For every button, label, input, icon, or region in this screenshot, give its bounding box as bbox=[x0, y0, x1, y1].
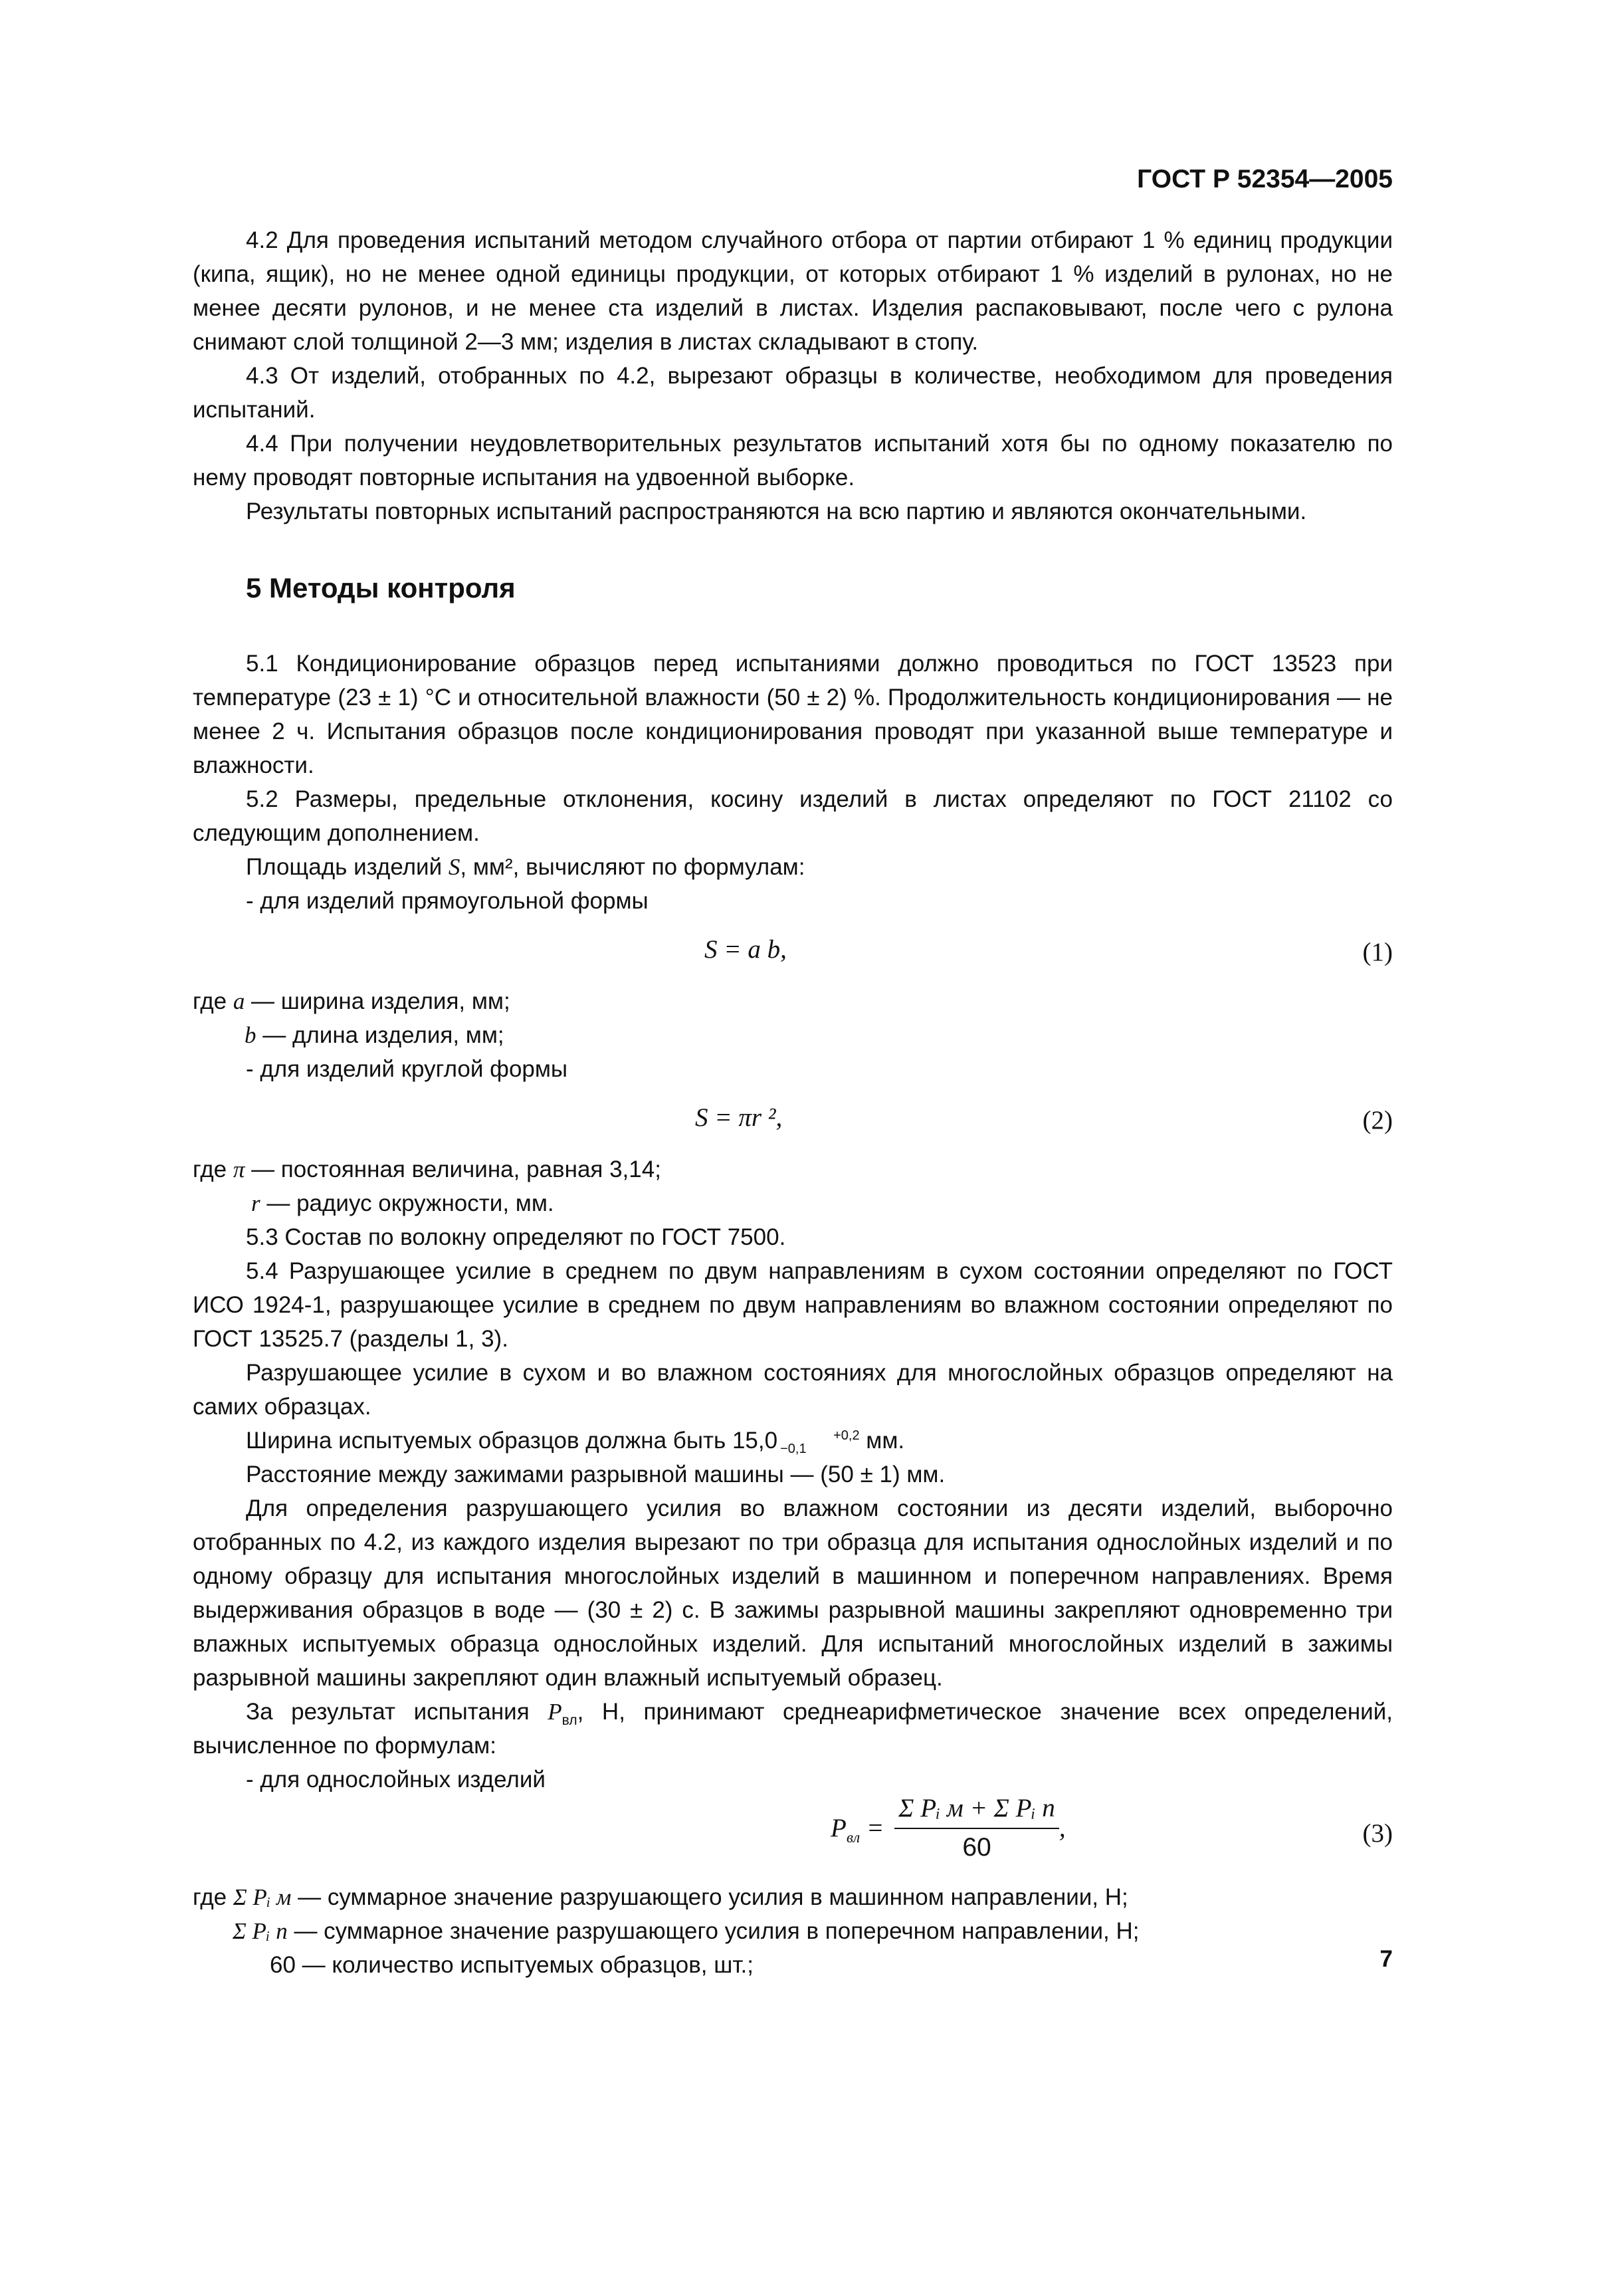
where-r bbox=[193, 1186, 1393, 1220]
formula-3-denominator: 60 bbox=[962, 1833, 991, 1862]
variable-r: r bbox=[251, 1190, 260, 1216]
circular-label: - для изделий круглой формы bbox=[246, 1056, 568, 1082]
result-intro bbox=[193, 1695, 1393, 1763]
sample-width-unit: мм. bbox=[859, 1428, 905, 1454]
paragraph-5-1: 5.1 Кондиционирование образцов перед испытаниями должно проводиться по ГОСТ 13523 при температуре (23 ± 1) °С и относительной влажности (50 ± 2) %. Продолжительность кондиционирования — не менее 2 ч. Испытания образцов после кондиционирования проводят при указанной выше температуре и влажности. bbox=[193, 651, 1393, 778]
area-intro-tail: , мм², вычисляют по формулам: bbox=[460, 854, 805, 880]
result-intro-text: За результат испытания bbox=[246, 1699, 548, 1725]
formula-3-lhs bbox=[831, 1811, 884, 1845]
formula-2-number: (2) bbox=[1362, 1106, 1393, 1135]
formula-3-numerator: Σ Pᵢ м + Σ Pᵢ п bbox=[894, 1791, 1059, 1829]
formula-2-expression: S = πr ², bbox=[695, 1103, 783, 1132]
where-prefix: где bbox=[193, 1156, 233, 1182]
where-prefix: где bbox=[193, 988, 233, 1014]
where-pi bbox=[193, 1152, 1393, 1186]
section-5-heading: 5 Методы контроля bbox=[246, 572, 516, 603]
formula-2 bbox=[193, 1086, 1393, 1152]
where-sum-p bbox=[193, 1914, 1393, 1948]
formula-1-expression: S = a b, bbox=[704, 935, 787, 964]
paragraph-4-2: 4.2 Для проведения испытаний методом случайного отбора от партии отбирают 1 % единиц продукции (кипа, ящик), но не менее одной единицы продукции, от которых отбирают 1 % изделий в рулонах, но не менее десяти рулонов, и не менее ста изделий в листах. Изделия распаковывают, после чего с рулона снимают слой толщиной 2—3 мм; изделия в листах складывают в стопу. bbox=[193, 227, 1393, 355]
formula-3-lhs-sub: вл bbox=[846, 1828, 861, 1846]
variable-sum-p: Σ Pᵢ п bbox=[233, 1918, 288, 1944]
width-tolerance bbox=[780, 1429, 859, 1456]
paragraph-4-4: 4.4 При получении неудовлетворительных результатов испытаний хотя бы по одному показателю по нему проводят повторные испытания на удвоенной выборке. bbox=[193, 431, 1393, 490]
formula-3-equals: = bbox=[860, 1813, 884, 1842]
sample-width bbox=[193, 1424, 1393, 1458]
where-pi-text: — постоянная величина, равная 3,14; bbox=[245, 1156, 661, 1182]
page-number: 7 bbox=[1379, 1946, 1393, 1972]
formula-3-fraction bbox=[894, 1791, 1059, 1864]
paragraph-5-3: 5.3 Состав по волокну определяют по ГОСТ 7500. bbox=[246, 1224, 786, 1250]
variable-p-subscript: вл bbox=[561, 1713, 577, 1728]
variable-a: a bbox=[233, 988, 245, 1014]
where-sum-m bbox=[193, 1880, 1393, 1914]
rectangular-label: - для изделий прямоугольной формы bbox=[246, 888, 649, 914]
sample-width-text: Ширина испытуемых образцов должна быть 15,0 bbox=[246, 1428, 778, 1454]
where-sum-m-text: — суммарное значение разрушающего усилия в машинном направлении, Н; bbox=[291, 1884, 1128, 1910]
area-variable: S bbox=[448, 854, 460, 880]
paragraph-4-3: 4.3 От изделий, отобранных по 4.2, вырезают образцы в количестве, необходимом для проведения испытаний. bbox=[193, 363, 1393, 423]
variable-b: b bbox=[245, 1022, 256, 1048]
page-body bbox=[193, 223, 1393, 1982]
area-intro-text: Площадь изделий bbox=[246, 854, 449, 880]
document-code: ГОСТ Р 52354—2005 bbox=[1137, 165, 1393, 193]
result-intro-tail: , Н, принимают среднеарифметическое значение всех определений, вычисленное по формулам: bbox=[193, 1699, 1393, 1759]
variable-sum-m: Σ Pᵢ м bbox=[233, 1884, 292, 1910]
formula-1-number: (1) bbox=[1362, 938, 1393, 966]
where-r-text: — радиус окружности, мм. bbox=[260, 1190, 554, 1216]
where-60-text: — количество испытуемых образцов, шт.; bbox=[295, 1952, 754, 1978]
where-a bbox=[193, 984, 1393, 1018]
value-60: 60 bbox=[270, 1952, 296, 1978]
paragraph-5-4-multilayer: Разрушающее усилие в сухом и во влажном состояниях для многослойных образцов определяют на самих образцах. bbox=[193, 1360, 1393, 1420]
tolerance-plus: +0,2 bbox=[833, 1428, 860, 1443]
tolerance-minus: −0,1 bbox=[780, 1441, 807, 1456]
variable-pi: π bbox=[233, 1156, 245, 1182]
single-layer-label: - для однослойных изделий bbox=[246, 1767, 546, 1793]
formula-3 bbox=[193, 1796, 1393, 1880]
area-intro bbox=[193, 850, 1393, 884]
where-sum-p-text: — суммарное значение разрушающего усилия в поперечном направлении, Н; bbox=[287, 1918, 1140, 1944]
paragraph-wet-testing: Для определения разрушающего усилия во влажном состоянии из десяти изделий, выборочно отобранных по 4.2, из каждого изделия вырезают по три образца для испытания однослойных изделий и по одному образцу для испытания многослойных изделий в машинном и поперечном направлениях. Время выдерживания образцов в воде — (30 ± 2) с. В зажимы разрывной машины закрепляют одновременно три влажных испытуемых образца однослойных изделий. Для испытаний многослойных изделий в зажимы разрывной машины закрепляют один влажный испытуемый образец. bbox=[193, 1495, 1393, 1691]
paragraph-4-4-result: Результаты повторных испытаний распространяются на всю партию и являются окончательными. bbox=[246, 498, 1307, 524]
paragraph-5-2: 5.2 Размеры, предельные отклонения, косину изделий в листах определяют по ГОСТ 21102 со следующим дополнением. bbox=[193, 786, 1393, 846]
where-prefix: где bbox=[193, 1884, 233, 1910]
where-b bbox=[193, 1018, 1393, 1052]
clamp-distance: Расстояние между зажимами разрывной машины — (50 ± 1) мм. bbox=[246, 1462, 946, 1487]
formula-3-expression bbox=[831, 1791, 1066, 1864]
where-a-text: — ширина изделия, мм; bbox=[245, 988, 510, 1014]
formula-3-tail: , bbox=[1059, 1813, 1066, 1842]
formula-3-number: (3) bbox=[1362, 1819, 1393, 1848]
formula-1 bbox=[193, 918, 1393, 984]
formula-3-lhs-var: P bbox=[831, 1813, 847, 1842]
paragraph-5-4: 5.4 Разрушающее усилие в среднем по двум направлениям в сухом состоянии определяют по ГОСТ ИСО 1924-1, разрушающее усилие в среднем по двум направлениям во влажном состоянии определяют по ГОСТ 13525.7 (разделы 1, 3). bbox=[193, 1258, 1393, 1352]
variable-p: P bbox=[548, 1699, 562, 1725]
where-b-text: — длина изделия, мм; bbox=[256, 1022, 504, 1048]
where-60 bbox=[193, 1948, 1393, 1982]
